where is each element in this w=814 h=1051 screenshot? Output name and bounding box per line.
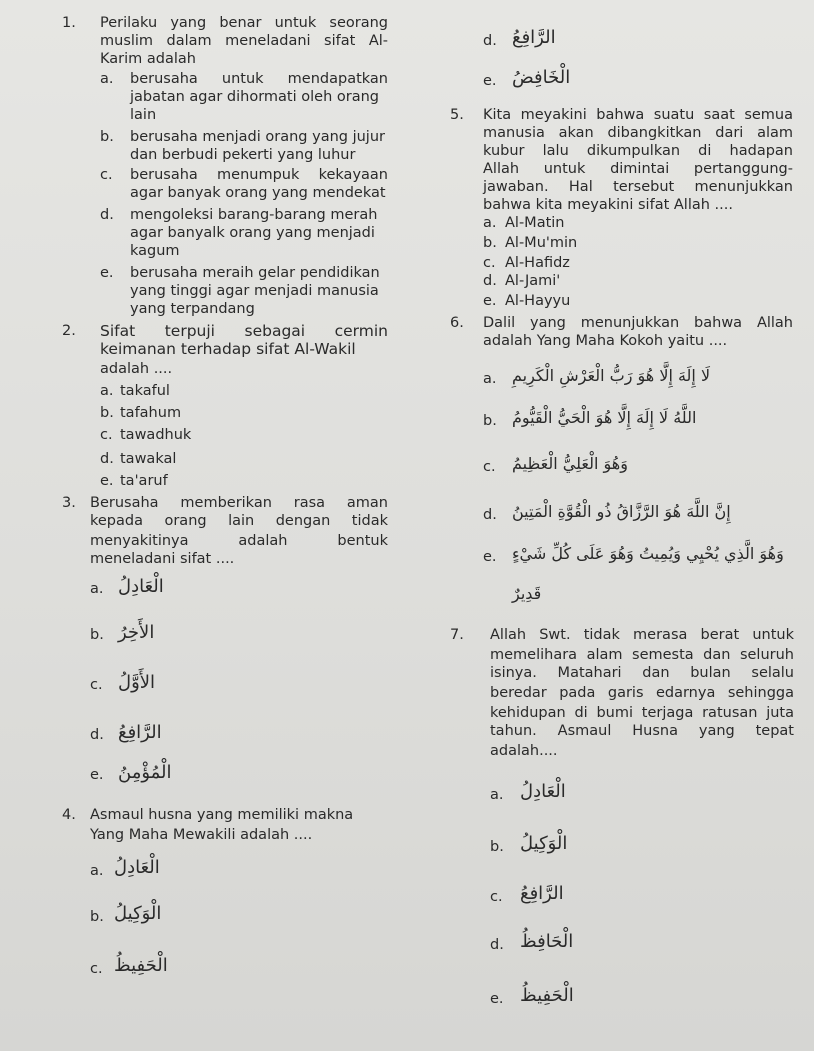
- q6-opt-e-arabic: وَهُوَ الَّذِي يُحْيِي وَيُمِيتُ وَهُوَ عَلَى كُلِّ شَيْءٍ: [512, 544, 784, 563]
- q5-line-4: Allah untuk dimintai pertanggung-: [483, 161, 793, 177]
- q2-opt-a-text: takaful: [120, 383, 170, 399]
- q3-line-2: kepada orang lain dengan tidak: [90, 513, 388, 529]
- q7-line-7: adalah....: [490, 743, 558, 759]
- q6-opt-c-letter: c.: [483, 459, 496, 475]
- q5-line-1: Kita meyakini bahwa suatu saat semua: [483, 107, 793, 123]
- q5-opt-a-letter: a.: [483, 215, 497, 231]
- q1-opt-e-line-1: berusaha meraih gelar pendidikan: [130, 265, 380, 281]
- q5-opt-c-letter: c.: [483, 255, 496, 271]
- q2-opt-c-text: tawadhuk: [120, 427, 192, 443]
- q5-opt-b-text: Al-Mu'min: [505, 235, 578, 251]
- q5-opt-e-letter: e.: [483, 293, 497, 309]
- q1-opt-a-letter: a.: [100, 71, 114, 87]
- q3-opt-d-letter: d.: [90, 727, 104, 743]
- q7-opt-a-arabic: الْعَادِلُ: [520, 781, 566, 802]
- q5-line-3: kubur lalu dikumpulkan di hadapan: [483, 143, 793, 159]
- q2-line-2: keimanan terhadap sifat Al-Wakil: [100, 340, 356, 358]
- q5-opt-b-letter: b.: [483, 235, 497, 251]
- q7-line-6: tahun. Asmaul Husna yang tepat: [490, 723, 794, 739]
- q6-opt-e-arabic-cont: قَدِيرٌ: [512, 584, 542, 603]
- q7-opt-e-letter: e.: [490, 991, 504, 1007]
- q3-opt-b-letter: b.: [90, 627, 104, 643]
- q4-line-1: Asmaul husna yang memiliki makna: [90, 807, 354, 823]
- q5-line-2: manusia akan dibangkitkan dari alam: [483, 125, 793, 141]
- q2-opt-c-letter: c.: [100, 427, 113, 443]
- q2-opt-e-text: ta'aruf: [120, 473, 168, 489]
- q7-opt-a-letter: a.: [490, 787, 504, 803]
- q3-line-4: meneladani sifat ....: [90, 551, 235, 567]
- q5-line-5: jawaban. Hal tersebut menunjukkan: [483, 179, 793, 195]
- q1-opt-d-letter: d.: [100, 207, 114, 223]
- q1-opt-e-ar-letter: e.: [483, 73, 497, 89]
- q1-opt-e-arabic: الْخَافِضُ: [512, 67, 571, 88]
- q2-opt-d-text: tawakal: [120, 451, 177, 467]
- q6-number: 6.: [450, 315, 464, 331]
- q4-line-2: Yang Maha Mewakili adalah ....: [90, 827, 313, 843]
- q6-opt-d-arabic: إِنَّ اللَّهَ هُوَ الرَّزَّاقُ ذُو الْقُوَّةِ الْمَتِينُ: [512, 502, 731, 521]
- q3-opt-c-arabic: الأَوَّلُ: [118, 672, 156, 693]
- q5-opt-c-text: Al-Hafidz: [505, 255, 570, 271]
- q7-number: 7.: [450, 627, 464, 643]
- q1-line-3: Karim adalah: [100, 51, 196, 67]
- q1-opt-a-line-3: lain: [130, 107, 157, 123]
- q5-opt-e-text: Al-Hayyu: [505, 293, 571, 309]
- q1-line-1: Perilaku yang benar untuk seorang: [100, 15, 388, 31]
- q3-opt-e-arabic: الْمُؤْمِنُ: [118, 762, 172, 783]
- q7-opt-c-letter: c.: [490, 889, 503, 905]
- q3-opt-a-arabic: الْعَادِلُ: [118, 576, 164, 597]
- q7-opt-c-arabic: الرَّافِعُ: [520, 883, 564, 904]
- q4-opt-a-letter: a.: [90, 863, 104, 879]
- q7-opt-b-letter: b.: [490, 839, 504, 855]
- q1-line-2: muslim dalam meneladani sifat Al-: [100, 33, 388, 49]
- q1-opt-d-line-3: kagum: [130, 243, 180, 259]
- q3-opt-d-arabic: الرَّافِعُ: [118, 722, 162, 743]
- q7-line-1: Allah Swt. tidak merasa berat untuk: [490, 627, 794, 643]
- q1-opt-e-line-3: yang terpandang: [130, 301, 255, 317]
- q1-opt-d-ar-letter: d.: [483, 33, 497, 49]
- q1-opt-c-line-2: agar banyak orang yang mendekat: [130, 185, 386, 201]
- q1-opt-d-line-2: agar banyalk orang yang menjadi: [130, 225, 375, 241]
- q6-opt-a-letter: a.: [483, 371, 497, 387]
- q3-number: 3.: [62, 495, 76, 511]
- q7-opt-d-arabic: الْحَافِظُ: [520, 931, 574, 952]
- q1-opt-c-letter: c.: [100, 167, 113, 183]
- q1-opt-b-line-2: dan berbudi pekerti yang luhur: [130, 147, 356, 163]
- q5-opt-a-text: Al-Matin: [505, 215, 565, 231]
- q7-line-5: kehidupan di bumi terjaga ratusan juta: [490, 705, 794, 721]
- q4-opt-c-letter: c.: [90, 961, 103, 977]
- q6-line-2: adalah Yang Maha Kokoh yaitu ....: [483, 333, 728, 349]
- q1-opt-d-arabic: الرَّافِعُ: [512, 27, 556, 48]
- q5-opt-d-text: Al-Jami': [505, 273, 561, 289]
- q6-opt-d-letter: d.: [483, 507, 497, 523]
- q3-opt-a-letter: a.: [90, 581, 104, 597]
- q6-opt-b-arabic: اللَّهُ لَا إِلَهَ إِلَّا هُوَ الْحَيُّ الْقَيُّومُ: [512, 408, 697, 427]
- q2-opt-b-letter: b.: [100, 405, 114, 421]
- q3-opt-c-letter: c.: [90, 677, 103, 693]
- q6-opt-c-arabic: وَهُوَ الْعَلِيُّ الْعَظِيمُ: [512, 454, 628, 473]
- q3-line-1: Berusaha memberikan rasa aman: [90, 495, 388, 511]
- q4-opt-c-arabic: الْحَفِيظُ: [114, 955, 168, 976]
- q2-opt-b-text: tafahum: [120, 405, 182, 421]
- q2-line-1: Sifat terpuji sebagai cermin: [100, 322, 388, 340]
- q6-opt-a-arabic: لَا إِلَهَ إِلَّا هُوَ رَبُّ الْعَرْشِ الْكَرِيمِ: [512, 366, 711, 385]
- q2-opt-a-letter: a.: [100, 383, 114, 399]
- q3-line-3: menyakitinya adalah bentuk: [90, 533, 388, 549]
- q2-opt-e-letter: e.: [100, 473, 114, 489]
- q1-opt-d-line-1: mengoleksi barang-barang merah: [130, 207, 378, 223]
- q7-opt-d-letter: d.: [490, 937, 504, 953]
- q7-line-3: isinya. Matahari dan bulan selalu: [490, 665, 794, 681]
- q1-opt-c-line-1: berusaha menumpuk kekayaan: [130, 167, 388, 183]
- q1-opt-a-line-2: jabatan agar dihormati oleh orang: [130, 89, 379, 105]
- q1-opt-e-letter: e.: [100, 265, 114, 281]
- q6-opt-b-letter: b.: [483, 413, 497, 429]
- q1-opt-b-letter: b.: [100, 129, 114, 145]
- q6-opt-e-letter: e.: [483, 549, 497, 565]
- q6-line-1: Dalil yang menunjukkan bahwa Allah: [483, 315, 793, 331]
- q5-number: 5.: [450, 107, 464, 123]
- q3-opt-b-arabic: الأَخِرُ: [118, 622, 155, 643]
- q2-number: 2.: [62, 323, 76, 339]
- q2-opt-d-letter: d.: [100, 451, 114, 467]
- q4-number: 4.: [62, 807, 76, 823]
- q1-opt-e-line-2: yang tinggi agar menjadi manusia: [130, 283, 379, 299]
- q7-line-2: memelihara alam semesta dan seluruh: [490, 647, 794, 663]
- q5-line-6: bahwa kita meyakini sifat Allah ....: [483, 197, 733, 213]
- q5-opt-d-letter: d.: [483, 273, 497, 289]
- q3-opt-e-letter: e.: [90, 767, 104, 783]
- q7-opt-b-arabic: الْوَكِيلُ: [520, 833, 568, 854]
- q4-opt-b-letter: b.: [90, 909, 104, 925]
- q7-line-4: beredar pada garis edarnya sehingga: [490, 685, 794, 701]
- q4-opt-b-arabic: الْوَكِيلُ: [114, 903, 162, 924]
- q7-opt-e-arabic: الْحَفِيظُ: [520, 985, 574, 1006]
- q1-opt-b-line-1: berusaha menjadi orang yang jujur: [130, 129, 385, 145]
- q4-opt-a-arabic: الْعَادِلُ: [114, 857, 160, 878]
- q1-number: 1.: [62, 15, 76, 31]
- q2-line-3: adalah ....: [100, 361, 173, 377]
- q1-opt-a-line-1: berusaha untuk mendapatkan: [130, 71, 388, 87]
